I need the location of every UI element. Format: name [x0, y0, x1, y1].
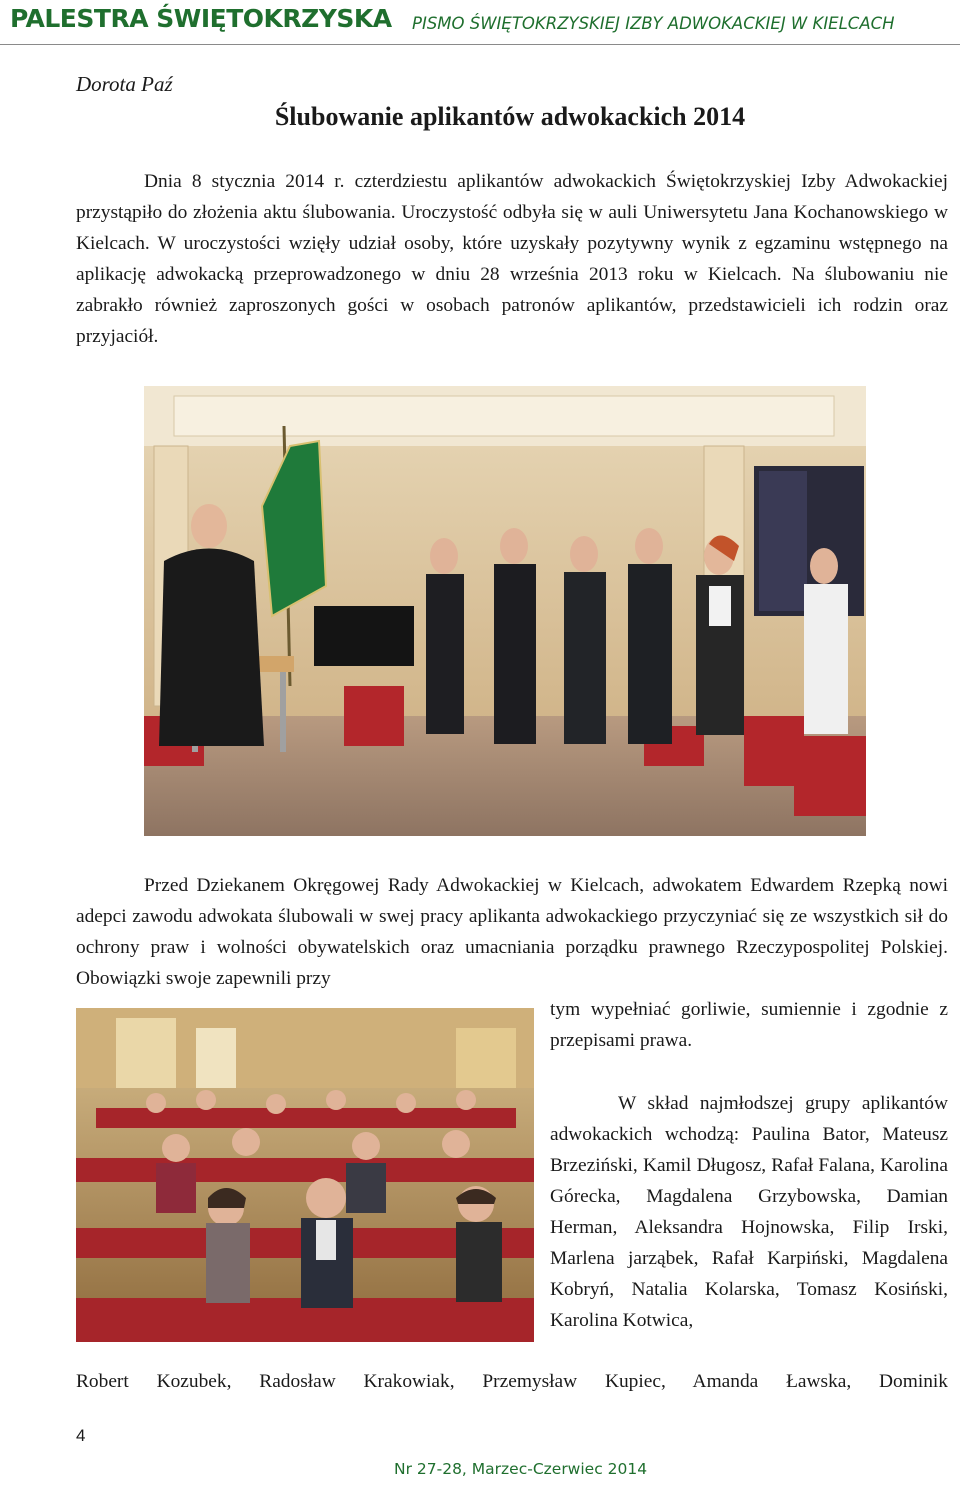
- header-divider: [0, 44, 960, 45]
- page-number: 4: [76, 1426, 86, 1445]
- paragraph-applicants-continued: Robert Kozubek, Radosław Krakowiak, Przemysław Kupiec, Amanda Ławska, Dominik: [76, 1371, 948, 1392]
- issue-footer: Nr 27-28, Marzec-Czerwiec 2014: [394, 1460, 648, 1478]
- page-header: [0, 0, 960, 46]
- audience-photo: [76, 1008, 534, 1342]
- article-author: Dorota Paź: [76, 72, 173, 96]
- ceremony-photo: [144, 386, 866, 836]
- journal-subtitle: PISMO ŚWIĘTOKRZYSKIEJ IZBY ADWOKACKIEJ W KIELCACH: [412, 14, 895, 33]
- paragraph-oath-continued: tym wypełniać gorliwie, sumiennie i zgodnie z przepisami prawa.: [550, 999, 948, 1051]
- article-title: Ślubowanie aplikantów adwokackich 2014: [274, 102, 746, 131]
- paragraph-intro: Dnia 8 stycznia 2014 r. czterdziestu aplikantów adwokackich Świętokrzyskiej Izby Adwokackiej przystąpiło do złożenia aktu ślubowania. Uroczystość odbyła się w auli Uniwersytetu Jana Kochanowskiego w Kielcach. W uroczystości wzięły udział osoby, które uzyskały pozytywny wynik z egzaminu wstępnego na aplikację adwokacką przeprowadzonego w dniu 28 września 2013 roku w Kielcach. Na ślubowaniu nie zabrakło również zaproszonych gości w osobach patronów aplikantów, przedstawicieli ich rodzin oraz przyjaciół.: [76, 171, 948, 347]
- journal-brand: PALESTRA ŚWIĘTOKRZYSKA: [10, 4, 392, 33]
- paragraph-applicants: W skład najmłodszej grupy aplikantów adwokackich wchodzą: Paulina Bator, Mateusz Brzeziński, Kamil Długosz, Rafał Falana, Karolina Górecka, Magdalena Grzybowska, Damian Herman, Aleksandra Hojnowska, Filip Irski, Marlena jarząbek, Rafał Karpiński, Magdalena Kobryń, Natalia Kolarska, Tomasz Kosiński, Karolina Kotwica,: [550, 1093, 948, 1331]
- paragraph-oath: Przed Dziekanem Okręgowej Rady Adwokackiej w Kielcach, adwokatem Edwardem Rzepką nowi adepci zawodu adwokata ślubowali w swej pracy aplikanta adwokackiego przyczyniać się ze wszystkich sił do ochrony praw i wolności obywatelskich oraz umacniania porządku prawnego Rzeczypospolitej Polskiej. Obowiązki swoje zapewnili przy: [76, 875, 948, 989]
